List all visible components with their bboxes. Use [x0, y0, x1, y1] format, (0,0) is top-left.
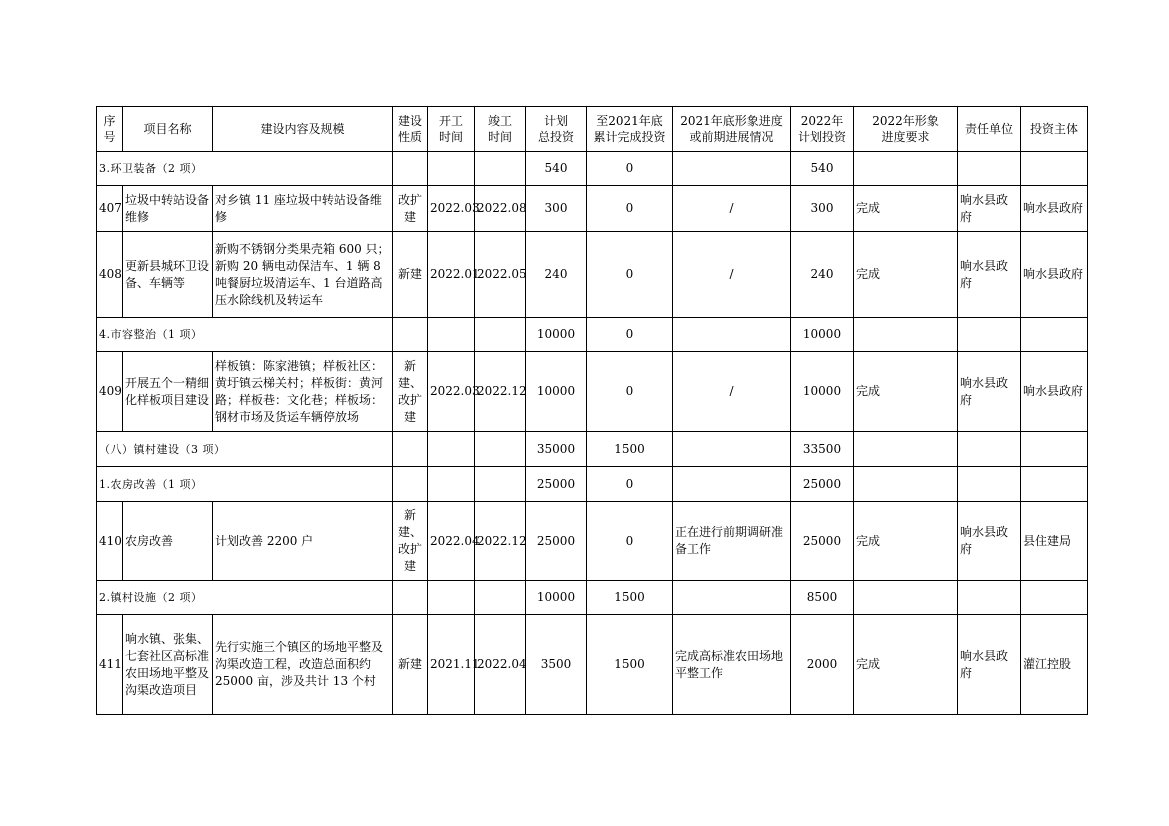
cell-done: 0	[587, 318, 673, 352]
header-investor: 投资主体	[1021, 107, 1088, 152]
cell-done: 0	[587, 467, 673, 502]
cell-content: 样板镇：陈家港镇；样板社区：黄圩镇云梯关村；样板街：黄河路；样板巷：文化巷；样板场：钢材市场及货运车辆停放场	[213, 352, 393, 432]
header-req-2022: 2022年形象 进度要求	[854, 107, 958, 152]
cell-unit: 响水县政府	[958, 186, 1021, 232]
cell-end: 2022.05	[475, 232, 526, 318]
header-done-2021: 至2021年底 累计完成投资	[587, 107, 673, 152]
cell-start: 2022.04	[428, 502, 475, 581]
cell-plan-2022: 25000	[791, 502, 854, 581]
cell-seq: 407	[97, 186, 123, 232]
header-end: 竣工 时间	[475, 107, 526, 152]
section-row	[97, 467, 1088, 502]
header-plan-2022: 2022年 计划投资	[791, 107, 854, 152]
cell-seq: 408	[97, 232, 123, 318]
cell-name: 垃圾中转站设备维修	[123, 186, 213, 232]
cell-name: 开展五个一精细化样板项目建设	[123, 352, 213, 432]
cell-name: 响水镇、张集、七套社区高标准农田场地平整及沟渠改造项目	[123, 615, 213, 715]
cell-done: 0	[587, 502, 673, 581]
section-label: 3.环卫装备（2 项）	[97, 152, 393, 186]
cell-start: 2021.11	[428, 615, 475, 715]
cell-done: 0	[587, 152, 673, 186]
section-label: 4.市容整治（1 项）	[97, 318, 393, 352]
cell-plan-2022: 2000	[791, 615, 854, 715]
section-label: （八）镇村建设（3 项）	[97, 432, 393, 467]
cell-end: 2022.12	[475, 352, 526, 432]
header-row	[97, 107, 1088, 152]
cell-progress: /	[673, 352, 791, 432]
header-nature: 建设 性质	[393, 107, 428, 152]
cell-investor: 响水县政府	[1021, 186, 1088, 232]
cell-unit: 响水县政府	[958, 232, 1021, 318]
cell-unit: 响水县政府	[958, 502, 1021, 581]
cell-plan: 10000	[526, 318, 587, 352]
project-table	[96, 106, 1088, 715]
section-label: 2.镇村设施（2 项）	[97, 581, 393, 615]
cell-start: 2022.01	[428, 232, 475, 318]
cell-done: 0	[587, 232, 673, 318]
cell-seq: 409	[97, 352, 123, 432]
cell-investor: 县住建局	[1021, 502, 1088, 581]
cell-content: 先行实施三个镇区的场地平整及沟渠改造工程，改造总面积约 25000 亩，涉及共计 13 个村	[213, 615, 393, 715]
header-seq: 序 号	[97, 107, 123, 152]
cell-plan-2022: 300	[791, 186, 854, 232]
cell-plan-2022: 540	[791, 152, 854, 186]
section-row	[97, 432, 1088, 467]
cell-nature: 新建、改扩建	[393, 352, 428, 432]
cell-unit: 响水县政府	[958, 352, 1021, 432]
cell-end: 2022.08	[475, 186, 526, 232]
cell-progress: 正在进行前期调研准备工作	[673, 502, 791, 581]
cell-nature: 改扩建	[393, 186, 428, 232]
cell-nature: 新建	[393, 615, 428, 715]
cell-investor: 灌江控股	[1021, 615, 1088, 715]
header-plan: 计划 总投资	[526, 107, 587, 152]
section-label: 1.农房改善（1 项）	[97, 467, 393, 502]
cell-plan: 35000	[526, 432, 587, 467]
cell-plan-2022: 240	[791, 232, 854, 318]
cell-done: 0	[587, 352, 673, 432]
cell-plan: 10000	[526, 352, 587, 432]
table-row	[97, 186, 1088, 232]
cell-investor: 响水县政府	[1021, 352, 1088, 432]
header-name: 项目名称	[123, 107, 213, 152]
cell-name: 农房改善	[123, 502, 213, 581]
cell-req: 完成	[854, 502, 958, 581]
section-row	[97, 318, 1088, 352]
cell-plan: 3500	[526, 615, 587, 715]
header-start: 开工 时间	[428, 107, 475, 152]
cell-plan-2022: 33500	[791, 432, 854, 467]
cell-end: 2022.12	[475, 502, 526, 581]
cell-plan: 10000	[526, 581, 587, 615]
cell-progress: /	[673, 186, 791, 232]
cell-done: 1500	[587, 581, 673, 615]
cell-done: 1500	[587, 615, 673, 715]
cell-done: 1500	[587, 432, 673, 467]
cell-unit: 响水县政府	[958, 615, 1021, 715]
header-unit: 责任单位	[958, 107, 1021, 152]
cell-req: 完成	[854, 186, 958, 232]
cell-seq: 411	[97, 615, 123, 715]
section-row	[97, 581, 1088, 615]
cell-progress: /	[673, 232, 791, 318]
cell-plan: 240	[526, 232, 587, 318]
cell-seq: 410	[97, 502, 123, 581]
cell-end: 2022.04	[475, 615, 526, 715]
cell-nature: 新建	[393, 232, 428, 318]
section-row	[97, 152, 1088, 186]
cell-req: 完成	[854, 232, 958, 318]
cell-plan-2022: 25000	[791, 467, 854, 502]
table-row	[97, 502, 1088, 581]
cell-name: 更新县城环卫设备、车辆等	[123, 232, 213, 318]
cell-plan: 25000	[526, 502, 587, 581]
cell-done: 0	[587, 186, 673, 232]
cell-plan-2022: 8500	[791, 581, 854, 615]
cell-progress: 完成高标准农田场地平整工作	[673, 615, 791, 715]
cell-content: 对乡镇 11 座垃圾中转站设备维修	[213, 186, 393, 232]
table-row	[97, 352, 1088, 432]
cell-plan: 25000	[526, 467, 587, 502]
table-row	[97, 615, 1088, 715]
cell-plan-2022: 10000	[791, 318, 854, 352]
cell-plan: 300	[526, 186, 587, 232]
cell-start: 2022.03	[428, 186, 475, 232]
cell-req: 完成	[854, 352, 958, 432]
table-row	[97, 232, 1088, 318]
header-content: 建设内容及规模	[213, 107, 393, 152]
cell-content: 新购不锈钢分类果壳箱 600 只；新购 20 辆电动保洁车、1 辆 8 吨餐厨垃圾清运车、1 台道路高压水除线机及转运车	[213, 232, 393, 318]
cell-content: 计划改善 2200 户	[213, 502, 393, 581]
cell-start: 2022.03	[428, 352, 475, 432]
cell-nature: 新建、改扩建	[393, 502, 428, 581]
cell-plan: 540	[526, 152, 587, 186]
header-progress: 2021年底形象进度 或前期进展情况	[673, 107, 791, 152]
cell-investor: 响水县政府	[1021, 232, 1088, 318]
cell-req: 完成	[854, 615, 958, 715]
cell-plan-2022: 10000	[791, 352, 854, 432]
